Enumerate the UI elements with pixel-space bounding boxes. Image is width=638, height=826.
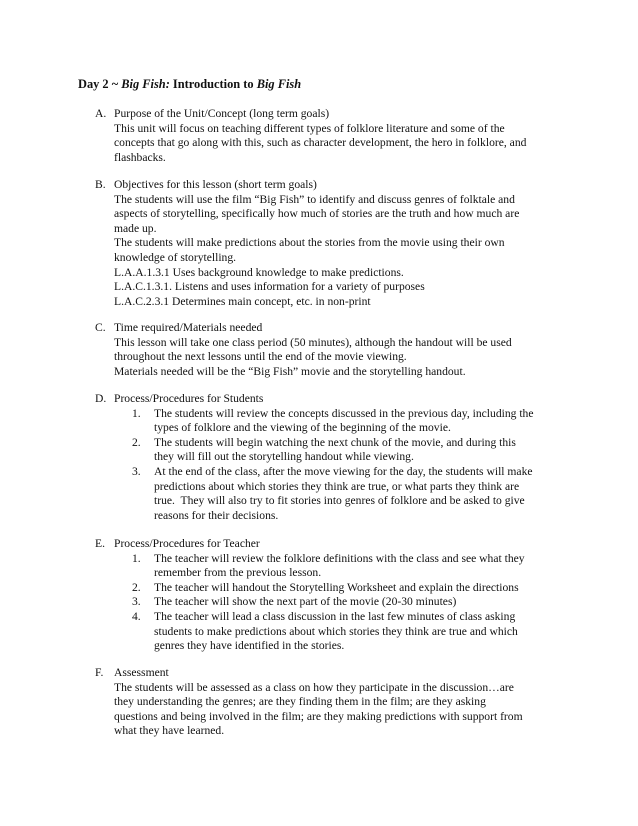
section-letter: B. <box>95 178 106 191</box>
section-heading: Time required/Materials needed <box>114 321 263 334</box>
body-line: aspects of storytelling, specifically how much of stories are the truth and how much are <box>114 207 520 221</box>
section-assessment <box>95 666 565 739</box>
step-line: true. They will also try to fit stories into genres of folklore and be asked to give <box>154 494 525 508</box>
step-line: The students will review the concepts discussed in the previous day, including the <box>154 406 534 420</box>
body-line: questions and being involved in the film; are they making predictions with support from <box>114 709 523 723</box>
body-line: The students will make predictions about the stories from the movie using their own <box>114 236 505 250</box>
body-line: what they have learned. <box>114 724 225 738</box>
body-line: throughout the next lessons until the end of the movie viewing. <box>114 350 407 364</box>
step-number: 2. <box>132 580 141 594</box>
numbered-step <box>132 581 565 596</box>
body-line: concepts that go along with this, such as character development, the hero in folklore, and <box>114 136 527 150</box>
step-line: students to make predictions about which stories they think are true and which <box>154 624 518 638</box>
standard-line: L.A.C.1.3.1. Listens and uses information for a variety of purposes <box>114 280 425 294</box>
step-line: reasons for their decisions. <box>154 508 279 522</box>
body-line: The students will be assessed as a class on how they participate in the discussion…are <box>114 680 514 694</box>
body-line: made up. <box>114 221 157 235</box>
step-number: 3. <box>132 464 141 478</box>
step-line: The teacher will handout the Storytelling Worksheet and explain the directions <box>154 580 519 594</box>
section-letter: F. <box>95 666 104 679</box>
section-heading: Process/Procedures for Teacher <box>114 537 260 550</box>
step-line: At the end of the class, after the move viewing for the day, the students will make <box>154 464 533 478</box>
numbered-step <box>132 595 565 610</box>
step-line: The teacher will lead a class discussion in the last few minutes of class asking <box>154 609 516 623</box>
standard-line: L.A.A.1.3.1 Uses background knowledge to make predictions. <box>114 265 404 279</box>
title-middle: Introduction to <box>169 77 257 91</box>
body-line: flashbacks. <box>114 150 166 164</box>
section-time-materials <box>95 321 565 379</box>
numbered-step <box>132 407 565 436</box>
section-heading: Assessment <box>114 666 169 679</box>
step-line: The students will begin watching the next chunk of the movie, and during this <box>154 435 516 449</box>
body-line: This lesson will take one class period (50 minutes), although the handout will be used <box>114 335 512 349</box>
body-line: they understanding the genres; are they finding them in the film; are they asking <box>114 695 486 709</box>
step-number: 1. <box>132 406 141 420</box>
section-objectives <box>95 178 565 309</box>
step-number: 4. <box>132 609 141 623</box>
title-prefix: Day 2 ~ <box>78 77 122 91</box>
page-title <box>78 77 301 92</box>
step-number: 1. <box>132 551 141 565</box>
step-line: they will fill out the storytelling handout while viewing. <box>154 450 414 464</box>
step-line: types of folklore and the viewing of the beginning of the movie. <box>154 421 451 435</box>
section-heading: Objectives for this lesson (short term goals) <box>114 178 317 191</box>
section-letter: A. <box>95 107 107 120</box>
numbered-step <box>132 436 565 465</box>
section-teacher-procedures <box>95 537 565 654</box>
step-line: The teacher will show the next part of the movie (20-30 minutes) <box>154 595 457 609</box>
section-heading: Purpose of the Unit/Concept (long term goals) <box>114 107 330 120</box>
body-line: The students will use the film “Big Fish” to identify and discuss genres of folktale and <box>114 192 515 206</box>
section-letter: D. <box>95 392 107 405</box>
standard-line: L.A.C.2.3.1 Determines main concept, etc. in non-print <box>114 294 371 308</box>
step-number: 2. <box>132 435 141 449</box>
body-line: This unit will focus on teaching different types of folklore literature and some of the <box>114 121 505 135</box>
numbered-step <box>132 610 565 654</box>
section-purpose <box>95 107 565 165</box>
section-letter: E. <box>95 537 105 550</box>
title-film-name: Big Fish: <box>121 77 170 91</box>
body-line: knowledge of storytelling. <box>114 250 237 264</box>
section-heading: Process/Procedures for Students <box>114 392 264 405</box>
step-line: predictions about which stories they think are true, or what parts they think are <box>154 479 520 493</box>
step-line: remember from the previous lesson. <box>154 566 322 580</box>
numbered-step <box>132 552 565 581</box>
body-line: Materials needed will be the “Big Fish” movie and the storytelling handout. <box>114 364 466 378</box>
section-student-procedures <box>95 392 565 523</box>
numbered-step <box>132 465 565 523</box>
step-number: 3. <box>132 595 141 609</box>
step-line: genres they have identified in the stories. <box>154 639 345 653</box>
section-letter: C. <box>95 321 106 334</box>
title-film-name-2: Big Fish <box>256 77 302 91</box>
step-line: The teacher will review the folklore definitions with the class and see what they <box>154 551 525 565</box>
